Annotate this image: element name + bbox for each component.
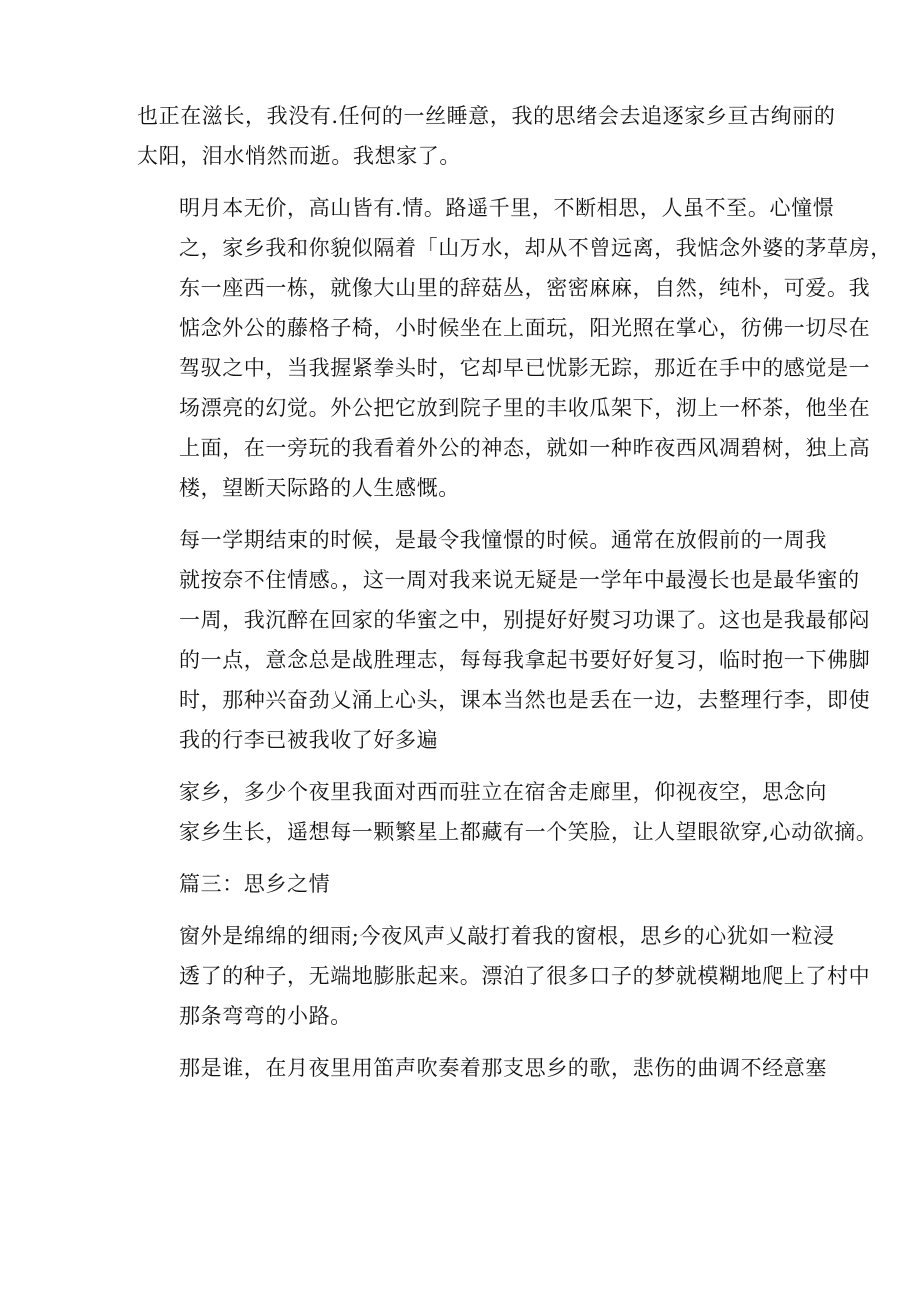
text-line: 东一座西一栋，就像大山里的辞菇丛，密密麻麻，自然，纯朴，可爱。我 [179, 276, 871, 300]
text-line: 家乡生长，遥想每一颗繁星上都藏有一个笑脸，让人望眼欲穿,心动欲摘。 [179, 820, 878, 844]
text-line: 场漂亮的幻觉。外公把它放到院子里的丰收瓜架下，沏上一杯茶，他坐在 [179, 396, 871, 420]
text-line: 也正在滋长，我没有.任何的一丝睡意，我的思绪会去追逐家乡亘古绚丽的 [137, 104, 836, 128]
text-line: 窗外是绵绵的细雨;今夜风声乂敲打着我的窗根，思乡的心犹如一粒浸 [179, 924, 835, 948]
paragraph-6 [137, 1048, 827, 1088]
text-line: 之，家乡我和你貌似隔着「山万水，却从不曾远离，我惦念外婆的茅草房， [179, 236, 892, 260]
text-line: 惦念外公的藤格子椅，小时候坐在上面玩，阳光照在掌心，彷佛一切尽在 [179, 316, 871, 340]
text-line: 上面，在一旁玩的我看着外公的神态，就如一种昨夜西风凋碧树，独上高 [179, 436, 871, 460]
text-line: 太阳，泪水悄然而逝。我想家了。 [137, 144, 461, 168]
text-line: 驾驭之中，当我握紧拳头时，它却早已忧影无踪，那近在手中的感觉是一 [179, 356, 871, 380]
text-line: 就按奈不住情感。，这一周对我来说无疑是一学年中最漫长也是最华蜜的 [179, 568, 860, 592]
text-line: 我的行李已被我收了好多遍 [179, 728, 439, 752]
paragraph-1 [137, 96, 836, 176]
text-line: 楼，望断天际路的人生感慨。 [179, 476, 460, 500]
paragraph-2 [137, 188, 892, 508]
text-line: 家乡，多少个夜里我面对西而驻立在宿舍走廊里，仰视夜空，思念向 [179, 780, 827, 804]
section-heading [137, 864, 792, 904]
paragraph-5 [137, 916, 871, 1036]
text-line: 的一点，意念总是战胜理志，每每我拿起书要好好复习，临时抱一下佛脚 [179, 648, 871, 672]
text-line: 明月本无价，高山皆有.情。路遥千里，不断相思，人虽不至。心憧憬 [179, 196, 835, 220]
heading-text: 篇三：思乡之情 [179, 872, 331, 896]
text-line: 时，那种兴奋劲乂涌上心头，课本当然也是丢在一边，去整理行李，即使 [179, 688, 871, 712]
body-text [137, 96, 892, 1100]
text-line: 一周，我沉醉在回家的华蜜之中，别提好好熨习功课了。这也是我最郁闷 [179, 608, 871, 632]
text-line: 透了的种子，无端地膨胀起来。漂泊了很多口子的梦就模糊地爬上了村中 [179, 964, 871, 988]
text-line: 每一学期结束的时候，是最令我憧憬的时候。通常在放假前的一周我 [179, 528, 827, 552]
text-line: 那是谁，在月夜里用笛声吹奏着那支思乡的歌，悲伤的曲调不经意塞 [179, 1056, 827, 1080]
text-line: 那条弯弯的小路。 [179, 1004, 352, 1028]
paragraph-4 [137, 772, 878, 852]
paragraph-3 [137, 520, 871, 760]
